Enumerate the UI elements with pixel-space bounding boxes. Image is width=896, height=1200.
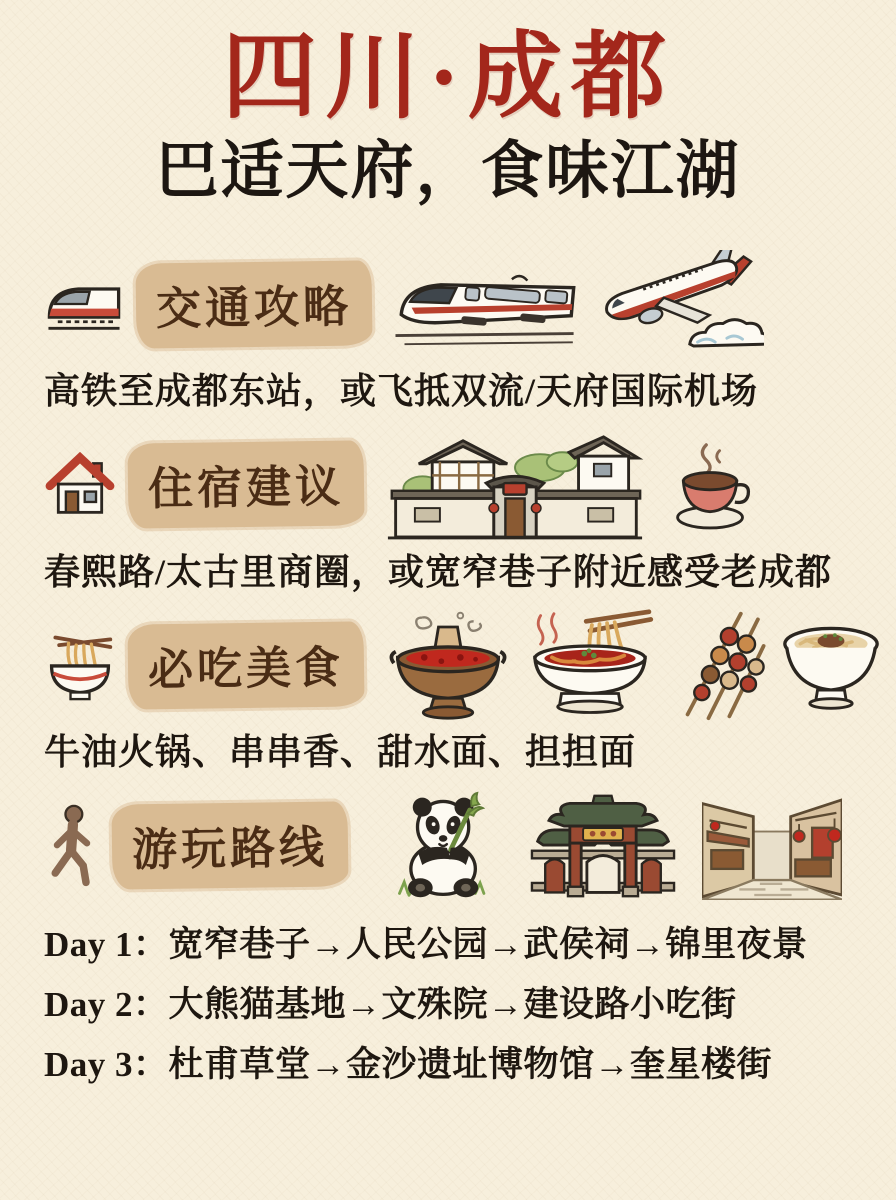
section-lodging-body: 春熙路/太古里商圈，或宽窄巷子附近感受老成都 — [44, 551, 833, 592]
walking-person-icon — [44, 803, 100, 889]
spicy-noodle-bowl-illustration — [523, 608, 657, 722]
dandan-noodle-bowl-illustration — [779, 615, 883, 715]
section-food-header — [44, 606, 852, 724]
itinerary-days — [44, 915, 852, 1096]
section-itinerary — [44, 787, 852, 1096]
old-street-illustration — [702, 792, 842, 900]
food-illustrations — [386, 608, 883, 722]
section-food-body: 牛油火锅、串串香、甜水面、担担面 — [44, 732, 637, 773]
house-icon — [44, 452, 116, 518]
skewers-illustration — [670, 608, 766, 722]
section-lodging — [44, 426, 852, 597]
itinerary-illustrations — [386, 791, 842, 901]
tea-cup-illustration — [670, 439, 752, 531]
noodle-bowl-icon — [44, 628, 116, 702]
courtyard-houses-illustration — [386, 427, 644, 543]
section-transport-label: 交通攻略 — [135, 260, 372, 348]
transport-illustrations — [394, 248, 764, 360]
temple-gate-illustration — [528, 792, 678, 900]
sections — [44, 245, 852, 1095]
panda-illustration — [386, 791, 504, 901]
section-transport-header — [44, 245, 852, 363]
section-lodging-header — [44, 426, 852, 544]
lodging-illustrations — [386, 427, 752, 543]
high-speed-train-illustration — [394, 248, 580, 360]
airplane-illustration — [596, 250, 764, 358]
day-3-route: Day 3：杜甫草堂→金沙遗址博物馆→奎星楼街 — [44, 1045, 773, 1085]
section-lodging-label: 住宿建议 — [127, 441, 364, 529]
section-transport-body: 高铁至成都东站，或飞抵双流/天府国际机场 — [44, 371, 759, 412]
section-food-label: 必吃美食 — [127, 621, 364, 709]
section-transport — [44, 245, 852, 416]
section-itinerary-label: 游玩路线 — [111, 802, 348, 890]
day-1-route: Day 1：宽窄巷子→人民公园→武侯祠→锦里夜景 — [44, 924, 808, 964]
train-icon — [44, 275, 124, 333]
poster-title: 四川·成都 — [222, 24, 674, 130]
poster-subtitle: 巴适天府，食味江湖 — [155, 136, 741, 207]
hotpot-illustration — [386, 608, 510, 722]
day-2-route: Day 2：大熊猫基地→文殊院→建设路小吃街 — [44, 985, 737, 1025]
section-itinerary-header — [44, 787, 852, 905]
section-food — [44, 606, 852, 777]
cloud-illustration — [690, 320, 764, 346]
